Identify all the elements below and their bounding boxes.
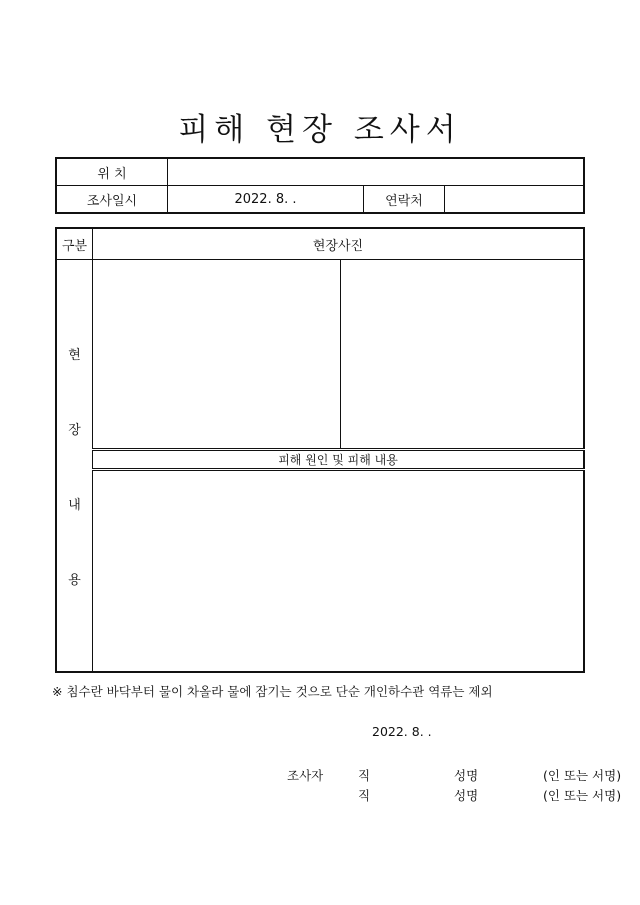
side-char: 내: [68, 497, 81, 513]
info-table: [55, 157, 585, 214]
category-header: 구분: [56, 228, 93, 260]
contact-label: 연락처: [364, 186, 445, 214]
location-field[interactable]: [168, 158, 585, 186]
date-label: 조사일시: [56, 186, 168, 214]
cause-label: 피해 원인 및 피해 내용: [93, 450, 585, 470]
site-table: [55, 227, 585, 673]
seal-label: (인 또는 서명): [543, 788, 622, 803]
photo-header: 현장사진: [93, 228, 585, 260]
location-label: 위 치: [56, 158, 168, 186]
side-char: 장: [68, 422, 81, 438]
sign-date: 2022. 8. .: [372, 724, 432, 739]
footnote: ※ 침수란 바닥부터 물이 차올라 물에 잠기는 것으로 단순 개인하수관 역류는 제외: [52, 684, 493, 699]
photo-box-left[interactable]: [93, 260, 341, 450]
cause-content-box[interactable]: [93, 470, 585, 673]
name-label: 성명: [454, 788, 479, 803]
side-char: 현: [68, 347, 81, 363]
contact-field[interactable]: [445, 186, 585, 214]
page-title: 피해 현장 조사서: [178, 112, 462, 148]
position-label: 직: [358, 788, 371, 803]
side-char: 용: [68, 572, 81, 588]
inspector-label: 조사자: [287, 768, 324, 783]
name-label: 성명: [454, 768, 479, 783]
photo-box-right[interactable]: [341, 260, 585, 450]
seal-label: (인 또는 서명): [543, 768, 622, 783]
position-label: 직: [358, 768, 371, 783]
date-field[interactable]: 2022. 8. .: [168, 186, 364, 214]
side-label: [56, 260, 93, 673]
